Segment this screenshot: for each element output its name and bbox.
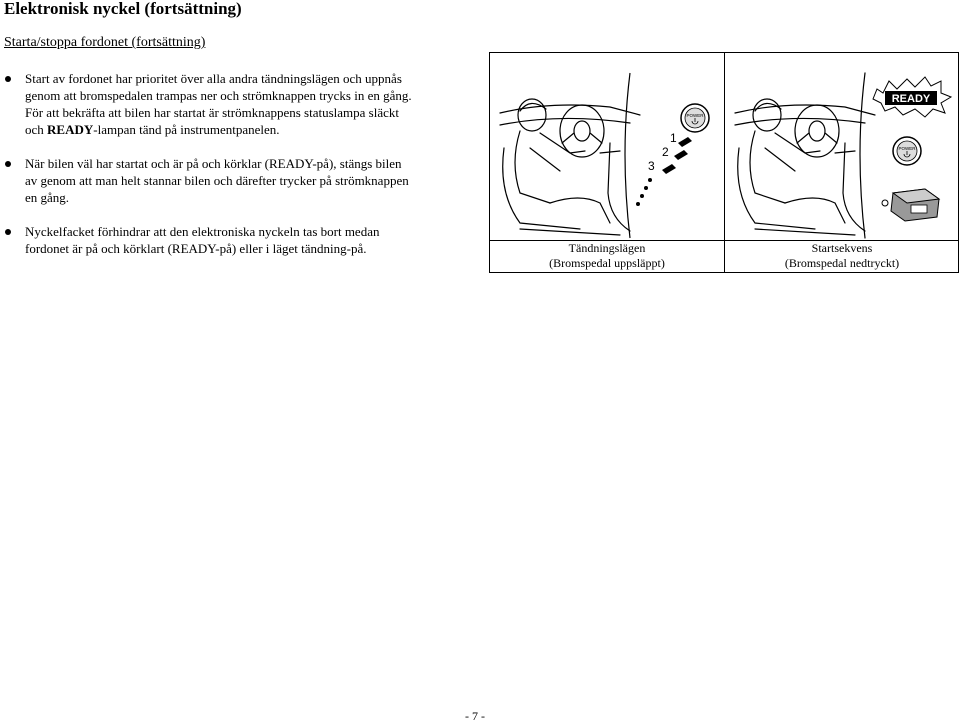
bullet-line: Nyckelfacket förhindrar att den elektroniska nyckeln tas bort medan	[25, 224, 380, 239]
bullet-line: genom att bromspedalen trampas ner och strömknappen trycks in en gång.	[25, 88, 412, 103]
caption-line: Startsekvens	[811, 241, 873, 255]
brake-pedal-icon	[882, 189, 939, 221]
start-sequence-illustration	[725, 53, 959, 241]
power-button-label: POWER	[686, 113, 704, 118]
section-subtitle: Starta/stoppa fordonet (fortsättning)	[4, 35, 206, 50]
bullet-line: Start av fordonet har prioritet över alla andra tändningslägen och uppnås	[25, 71, 402, 86]
page-number: - 7 -	[465, 709, 485, 723]
bullet-text: -lampan tänd på instrumentpanelen.	[93, 122, 280, 137]
bullet-item	[0, 155, 470, 206]
ready-indicator-label: READY	[891, 93, 931, 105]
caption-line: (Bromspedal nedtryckt)	[784, 256, 900, 270]
caption-start-sequence	[724, 240, 959, 272]
bullet-line: en gång.	[25, 190, 70, 205]
caption-line: (Bromspedal uppsläppt)	[549, 256, 665, 270]
illustration-figure	[489, 52, 959, 273]
bullet-dot	[5, 229, 11, 235]
ignition-modes-illustration	[490, 53, 724, 241]
bullet-line: av genom att man helt stannar bilen och därefter trycker på strömknappen	[25, 173, 409, 188]
ready-word: READY	[47, 122, 94, 137]
bullet-item	[0, 70, 470, 138]
bullet-line: fordonet är på och körklart (READY-på) eller i läget tändning-på.	[25, 241, 367, 256]
step-number: 1	[670, 131, 677, 145]
step-number: 2	[662, 145, 669, 159]
bullet-line: För att bekräfta att bilen har startat är strömknappens statuslampa släckt	[25, 105, 399, 120]
bullet-list	[0, 70, 470, 274]
caption-ignition-modes	[490, 240, 724, 272]
bullet-dot	[5, 76, 11, 82]
caption-line: Tändningslägen	[568, 241, 646, 255]
bullet-line: När bilen väl har startat och är på och körklar (READY-på), stängs bilen	[25, 156, 402, 171]
bullet-text: och	[25, 122, 48, 137]
page-title: Elektronisk nyckel (fortsättning)	[4, 0, 242, 18]
bullet-item	[0, 223, 470, 257]
power-button-label: POWER	[898, 146, 916, 151]
step-number: 3	[648, 159, 655, 173]
bullet-line	[25, 121, 470, 138]
bullet-dot	[5, 161, 11, 167]
